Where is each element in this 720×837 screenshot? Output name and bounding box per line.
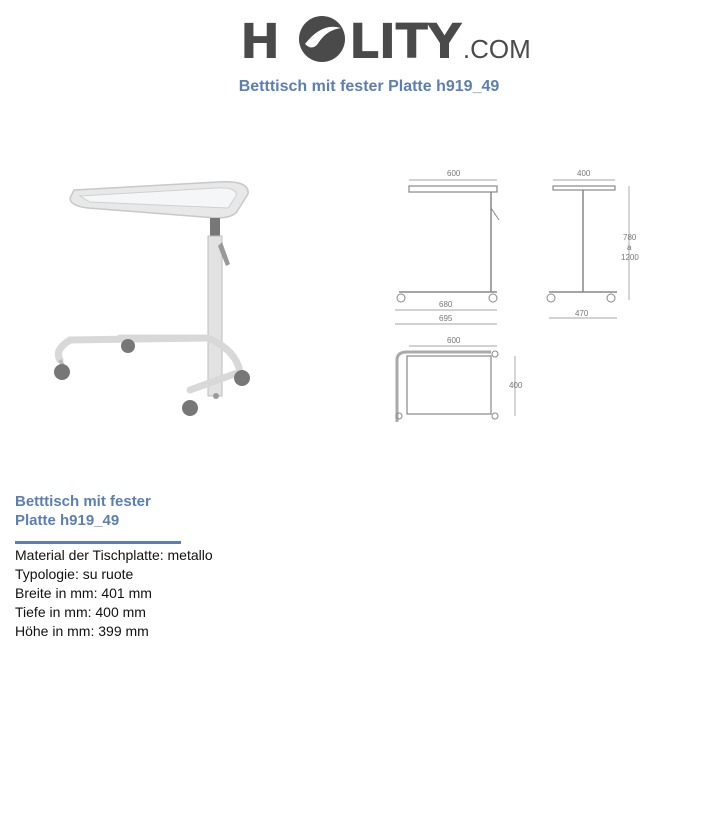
- logo-o-swoosh-icon: [297, 14, 347, 64]
- dim-height-max: 1200: [621, 253, 639, 262]
- spec-typology: Typologie: su ruote: [15, 566, 134, 582]
- spec-width: Breite in mm: 401 mm: [15, 585, 152, 601]
- page-title: Betttisch mit fester Platte h919_49: [238, 78, 500, 95]
- technical-drawing: [385, 160, 645, 430]
- dim-height-min: 780: [623, 233, 637, 242]
- dim-height-sep: a: [627, 243, 632, 252]
- spec-material: Material der Tischplatte: metallo: [15, 547, 213, 563]
- dim-plan-depth: 400: [509, 381, 523, 390]
- dim-side-top: 600: [447, 169, 461, 178]
- product-title-line-2: Platte h919_49: [15, 512, 120, 529]
- dim-plan-width: 600: [447, 336, 461, 345]
- overbed-table-photo: [40, 160, 280, 430]
- spec-depth: Tiefe in mm: 400 mm: [15, 604, 146, 620]
- product-title: [15, 492, 215, 530]
- spec-list: [15, 546, 213, 641]
- dim-base-outer: 695: [439, 314, 453, 323]
- brand-logo[interactable]: [240, 8, 531, 72]
- dim-front-top: 400: [577, 169, 591, 178]
- product-title-line-1: Betttisch mit fester: [15, 493, 151, 510]
- dim-front-base: 470: [575, 309, 589, 318]
- dim-base-inner: 680: [439, 300, 453, 309]
- title-divider: [15, 541, 181, 544]
- logo-letters: LITY: [348, 14, 461, 70]
- logo-suffix: .COM: [462, 34, 531, 64]
- spec-height: Höhe in mm: 399 mm: [15, 623, 149, 639]
- logo-letter-h: H: [240, 14, 280, 70]
